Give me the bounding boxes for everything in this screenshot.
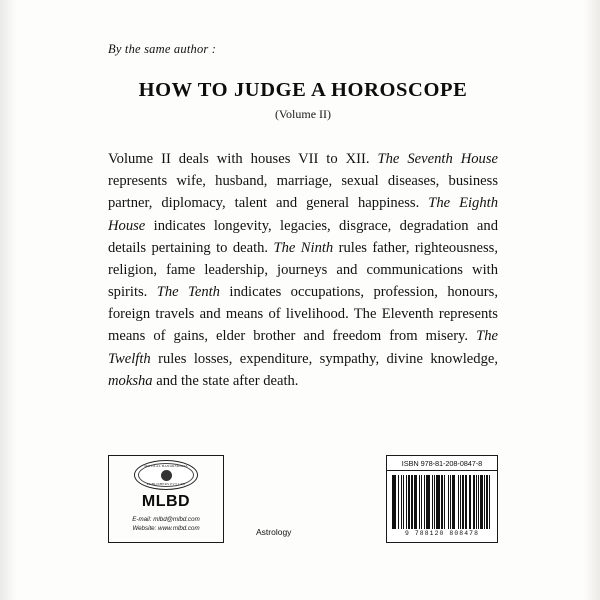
- volume-label: (Volume II): [274, 107, 332, 121]
- publisher-abbr: MLBD: [141, 493, 191, 510]
- mlbd-logo-icon: [134, 460, 198, 490]
- logo-arc-bottom-text: PUBLISHERS PVT LTD: [146, 481, 186, 486]
- isbn-text: ISBN 978-81-208-0847-8: [387, 456, 497, 471]
- publisher-contact: [109, 515, 223, 534]
- barcode-block: [386, 455, 498, 543]
- publisher-email: E-mail: mlbd@mlbd.com: [132, 516, 200, 523]
- logo-arc-top-text: MOTILAL BANARSIDASS: [144, 463, 188, 468]
- publisher-website: Website: www.mlbd.com: [132, 525, 200, 533]
- cover-footer: [108, 455, 498, 545]
- cover-text-block: [108, 42, 498, 392]
- barcode-bars: [392, 475, 492, 529]
- byline: By the same author :: [108, 42, 217, 56]
- barcode-digits: 9 788120 808478: [404, 530, 480, 537]
- blurb-text: Volume II deals with houses VII to XII. The Seventh House represents wife, husband, marriage, sexual diseases, business partner, diplomacy, talent and general happiness. The Eighth House indicates longevity, legacies, disgrace, degradation and details pertaining to death. The Ninth rules father, righteousness, religion, fame leadership, journeys and communications with spirits. The Tenth indicates occupations, profession, honours, foreign travels and means of livelihood. The Eleventh represents means of gains, elder brother and freedom from misery. The Twelfth rules losses, expenditure, sympathy, divine knowledge, moksha and the state after death.: [108, 151, 499, 389]
- category-label: Astrology: [256, 527, 292, 537]
- page-title: HOW TO JUDGE A HOROSCOPE: [138, 79, 468, 101]
- publisher-block: [108, 455, 224, 543]
